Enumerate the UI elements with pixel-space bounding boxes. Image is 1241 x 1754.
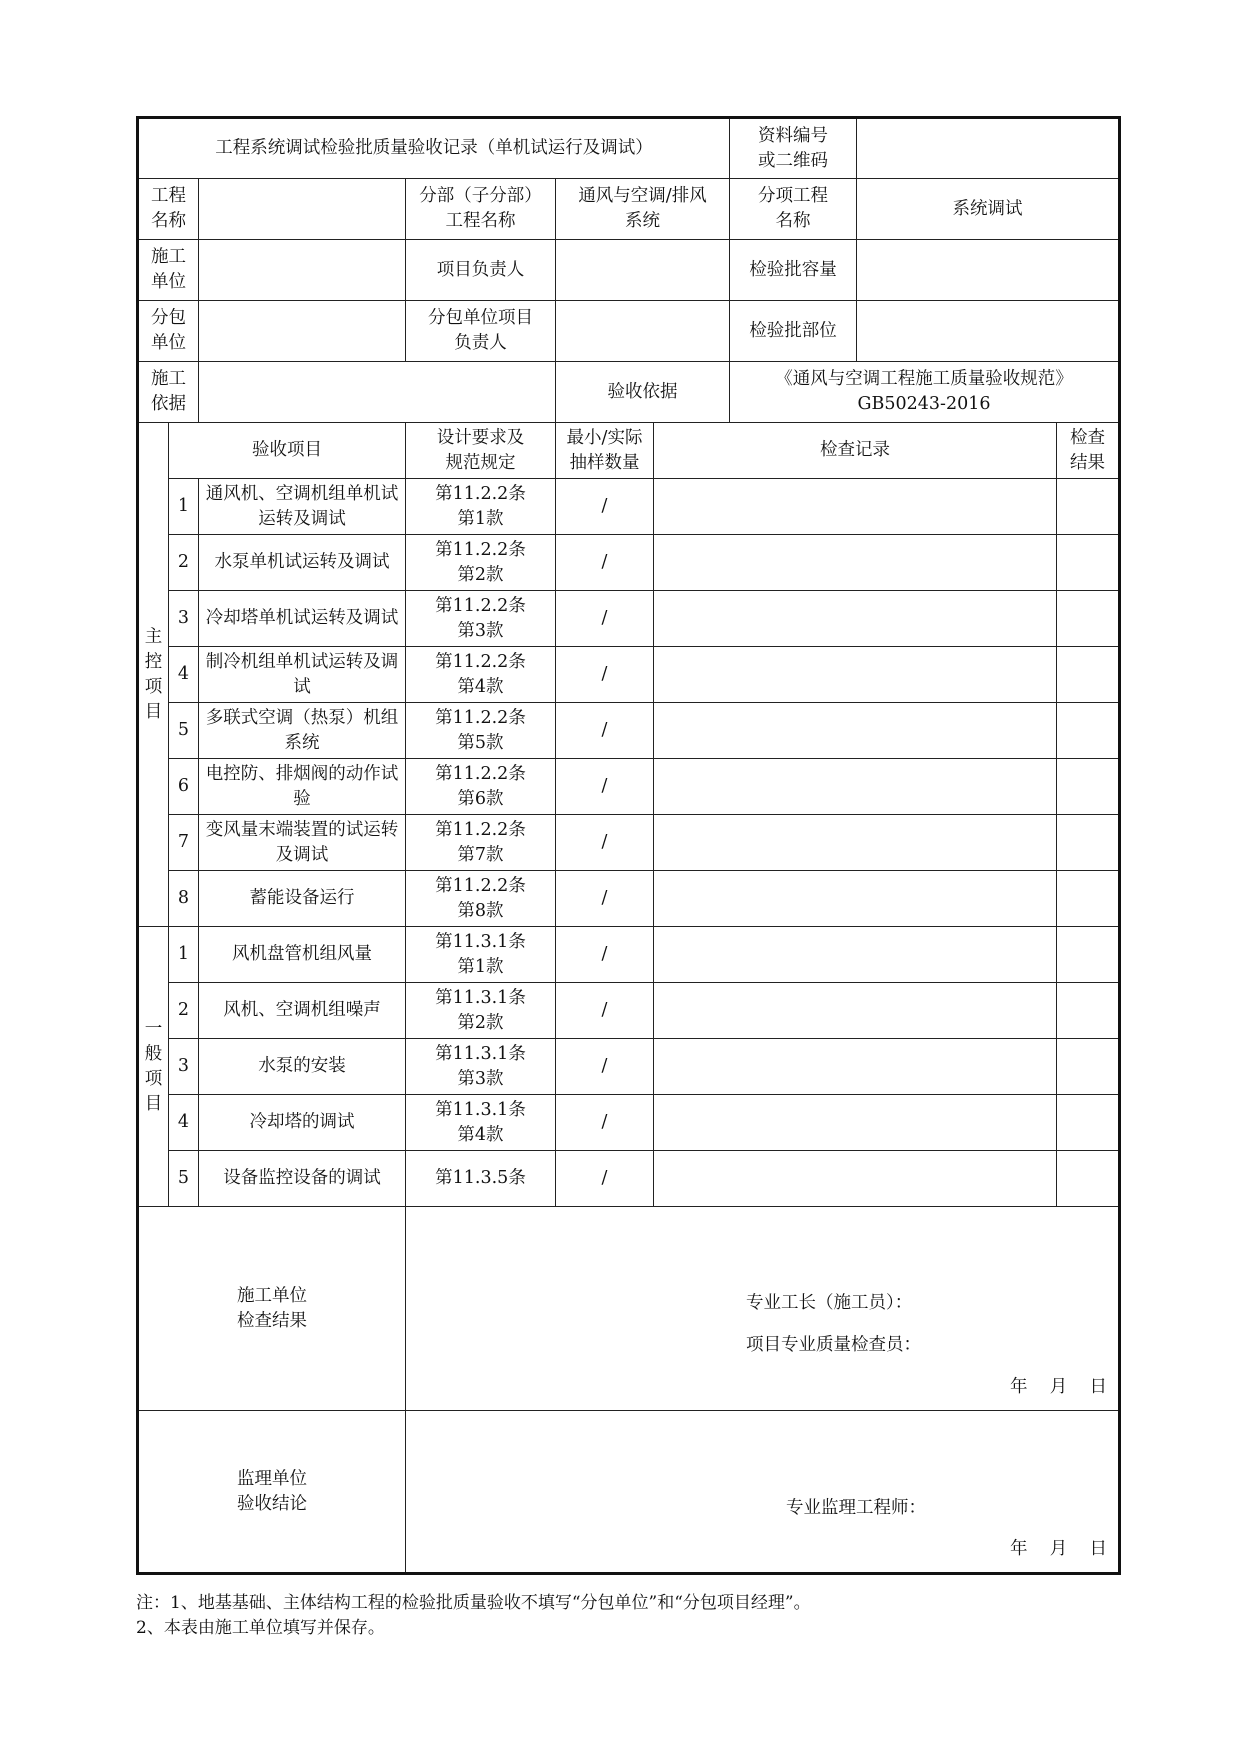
item-sample: / [556,535,654,591]
subitem-label: 分项工程 名称 [730,179,857,240]
form-title: 工程系统调试检验批质量验收记录（单机试运行及调试） [138,118,730,179]
result-field[interactable] [1057,1095,1120,1151]
table-row [138,927,1120,983]
item-clause: 第11.2.2条 第8款 [406,871,556,927]
item-sample: / [556,703,654,759]
record-field[interactable] [654,759,1057,815]
project-name-field[interactable] [199,179,406,240]
item-name: 设备监控设备的调试 [199,1151,406,1207]
general-items-label: 一 般 项 目 [138,927,169,1207]
row-number: 1 [169,479,199,535]
sub-manager-label: 分包单位项目 负责人 [406,301,556,362]
construction-check-area[interactable] [406,1207,1120,1411]
record-field[interactable] [654,1151,1057,1207]
row-number: 6 [169,759,199,815]
record-field[interactable] [654,815,1057,871]
location-label: 检验批部位 [730,301,857,362]
item-name: 风机、空调机组噪声 [199,983,406,1039]
col-header-requirement: 设计要求及 规范规定 [406,423,556,479]
row-number: 5 [169,1151,199,1207]
basis-label: 施工依据 [138,362,199,423]
subcontractor-label: 分包单位 [138,301,199,362]
table-row [138,647,1120,703]
item-name: 冷却塔的调试 [199,1095,406,1151]
col-header-sample: 最小/实际 抽样数量 [556,423,654,479]
supervision-label: 监理单位 验收结论 [138,1411,406,1574]
subitem-value: 系统调试 [857,179,1120,240]
table-row [138,535,1120,591]
result-field[interactable] [1057,703,1120,759]
item-name: 变风量末端装置的试运转及调试 [199,815,406,871]
item-clause: 第11.3.1条 第4款 [406,1095,556,1151]
item-sample: / [556,759,654,815]
item-sample: / [556,927,654,983]
table-row [138,703,1120,759]
subdivision-label: 分部（子分部） 工程名称 [406,179,556,240]
acceptance-basis-label: 验收依据 [556,362,730,423]
item-clause: 第11.3.1条 第2款 [406,983,556,1039]
item-name: 多联式空调（热泵）机组系统 [199,703,406,759]
record-field[interactable] [654,1039,1057,1095]
sub-manager-field[interactable] [556,301,730,362]
record-field[interactable] [654,535,1057,591]
item-clause: 第11.2.2条 第3款 [406,591,556,647]
construction-check-label: 施工单位 检查结果 [138,1207,406,1411]
constructor-label: 施工单位 [138,240,199,301]
footnote-2: 2、本表由施工单位填写并保存。 [136,1618,385,1638]
item-name: 通风机、空调机组单机试运转及调试 [199,479,406,535]
result-field[interactable] [1057,647,1120,703]
row-number: 3 [169,1039,199,1095]
construction-date: 年 月 日 [1010,1377,1108,1397]
item-sample: / [556,1095,654,1151]
record-field[interactable] [654,871,1057,927]
col-header-result: 检查 结果 [1057,423,1120,479]
manager-field[interactable] [556,240,730,301]
acceptance-basis-value: 《通风与空调工程施工质量验收规范》 GB50243-2016 [730,362,1120,423]
record-field[interactable] [654,703,1057,759]
footnote-1: 注：1、地基基础、主体结构工程的检验批质量验收不填写“分包单位”和“分包项目经理”。 [136,1593,811,1613]
item-clause: 第11.3.1条 第3款 [406,1039,556,1095]
record-field[interactable] [654,927,1057,983]
subdivision-value: 通风与空调/排风 系统 [556,179,730,240]
result-field[interactable] [1057,759,1120,815]
result-field[interactable] [1057,871,1120,927]
manager-label: 项目负责人 [406,240,556,301]
supervision-area[interactable] [406,1411,1120,1574]
row-number: 4 [169,647,199,703]
result-field[interactable] [1057,927,1120,983]
supervision-date: 年 月 日 [1010,1539,1108,1559]
result-field[interactable] [1057,1039,1120,1095]
item-sample: / [556,1039,654,1095]
item-clause: 第11.3.5条 [406,1151,556,1207]
table-row [138,1095,1120,1151]
item-clause: 第11.2.2条 第6款 [406,759,556,815]
subcontractor-field[interactable] [199,301,406,362]
result-field[interactable] [1057,1151,1120,1207]
row-number: 7 [169,815,199,871]
table-row [138,479,1120,535]
item-clause: 第11.2.2条 第2款 [406,535,556,591]
table-row [138,1151,1120,1207]
item-clause: 第11.2.2条 第4款 [406,647,556,703]
doc-no-label: 资料编号 或二维码 [730,118,857,179]
table-row [138,983,1120,1039]
foreman-signature: 专业工长（施工员）： [746,1293,913,1313]
table-row [138,591,1120,647]
item-name: 冷却塔单机试运转及调试 [199,591,406,647]
row-number: 3 [169,591,199,647]
item-clause: 第11.2.2条 第7款 [406,815,556,871]
record-field[interactable] [654,591,1057,647]
capacity-field[interactable] [857,240,1120,301]
record-field[interactable] [654,647,1057,703]
table-row [138,871,1120,927]
footnotes [136,1591,811,1641]
item-name: 风机盘管机组风量 [199,927,406,983]
result-field[interactable] [1057,983,1120,1039]
item-name: 电控防、排烟阀的动作试验 [199,759,406,815]
item-sample: / [556,983,654,1039]
item-sample: / [556,647,654,703]
inspector-signature: 项目专业质量检查员： [746,1335,921,1355]
item-sample: / [556,591,654,647]
capacity-label: 检验批容量 [730,240,857,301]
table-row [138,1039,1120,1095]
row-number: 1 [169,927,199,983]
table-row [138,759,1120,815]
record-field[interactable] [654,983,1057,1039]
constructor-field[interactable] [199,240,406,301]
col-header-item: 验收项目 [169,423,406,479]
project-name-label: 工程名称 [138,179,199,240]
item-clause: 第11.2.2条 第5款 [406,703,556,759]
table-row [138,815,1120,871]
col-header-record: 检查记录 [654,423,1057,479]
item-sample: / [556,1151,654,1207]
result-field[interactable] [1057,815,1120,871]
location-field[interactable] [857,301,1120,362]
result-field[interactable] [1057,591,1120,647]
item-clause: 第11.3.1条 第1款 [406,927,556,983]
row-number: 2 [169,983,199,1039]
item-name: 制冷机组单机试运转及调试 [199,647,406,703]
item-sample: / [556,871,654,927]
result-field[interactable] [1057,535,1120,591]
row-number: 4 [169,1095,199,1151]
basis-field[interactable] [199,362,556,423]
item-clause: 第11.2.2条 第1款 [406,479,556,535]
row-number: 8 [169,871,199,927]
record-field[interactable] [654,1095,1057,1151]
item-sample: / [556,815,654,871]
item-name: 水泵的安装 [199,1039,406,1095]
result-field[interactable] [1057,479,1120,535]
doc-no-field[interactable] [857,118,1120,179]
item-name: 蓄能设备运行 [199,871,406,927]
item-sample: / [556,479,654,535]
inspection-form [136,116,1121,1575]
record-field[interactable] [654,479,1057,535]
row-number: 5 [169,703,199,759]
row-number: 2 [169,535,199,591]
supervisor-signature: 专业监理工程师： [786,1498,926,1518]
item-name: 水泵单机试运转及调试 [199,535,406,591]
main-control-label: 主 控 项 目 [138,423,169,927]
